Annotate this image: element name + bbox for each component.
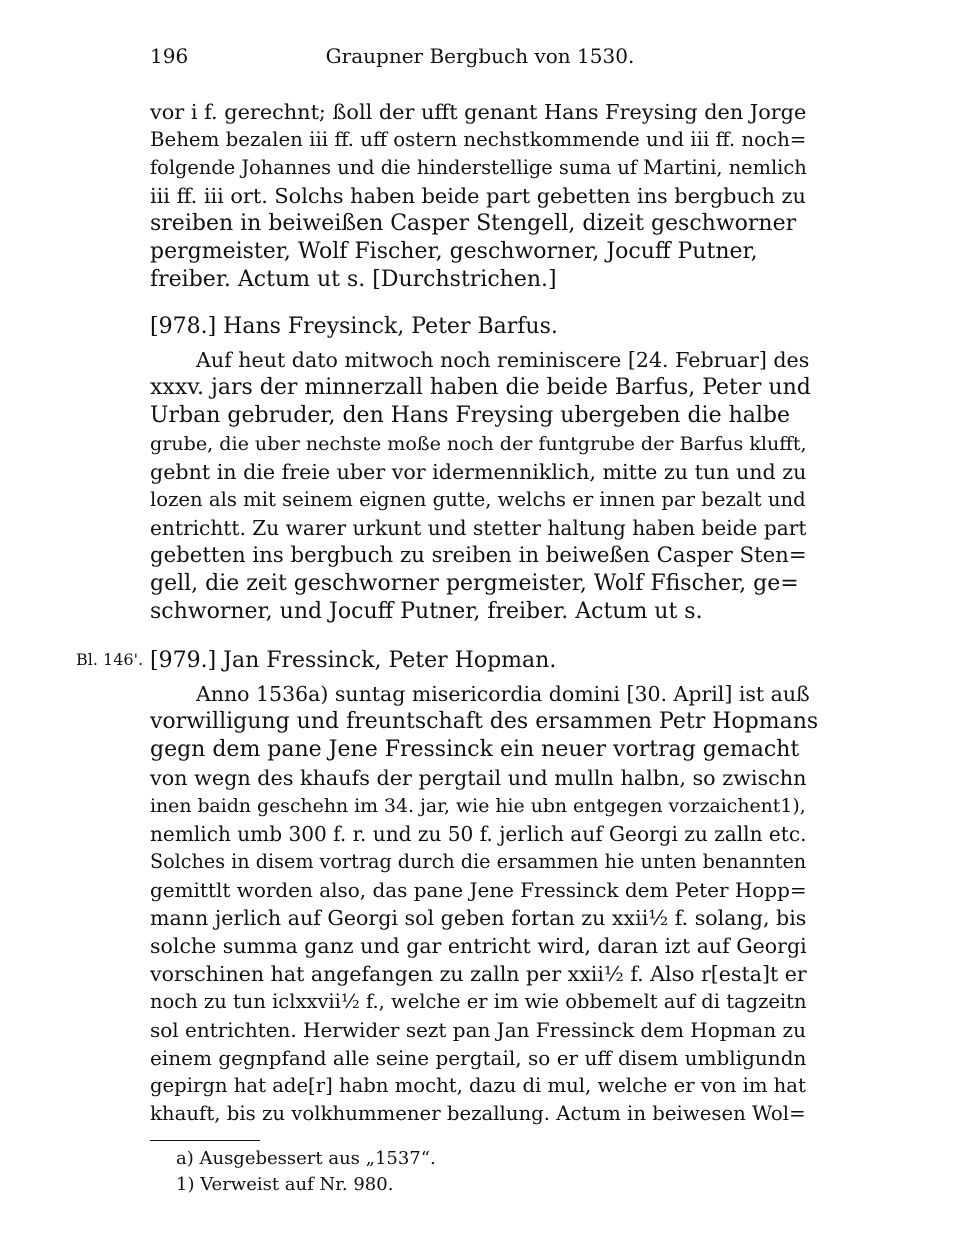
entry-978-body xyxy=(150,346,820,626)
text-line: noch zu tun iclxxvii½ f., welche er im wie obbemelt auf di tagzeitn xyxy=(150,990,807,1013)
footnote: a) Ausgebessert aus „1537“. xyxy=(176,1148,436,1169)
running-title: Graupner Bergbuch von 1530. xyxy=(325,44,635,68)
footnotes xyxy=(176,1146,436,1198)
text-line: gebetten ins bergbuch zu sreiben in beiweßen Casper Sten= xyxy=(150,543,807,568)
text-line: vorwilligung und freuntschaft des ersammen Petr Hopmans xyxy=(150,709,819,734)
text-line: sol entrichten. Herwider sezt pan Jan Fressinck dem Hopman zu xyxy=(150,1018,806,1042)
text-line: vor i f. gerechnt; ßoll der ufft genant Hans Freysing den Jorge xyxy=(150,100,807,124)
folio-margin-note: Bl. 146'. xyxy=(76,650,144,669)
text-line: pergmeister, Wolf Fischer, geschworner, Jocuff Putner, xyxy=(150,239,758,264)
page-number: 196 xyxy=(150,44,189,68)
text-line: freiber. Actum ut s. [Durchstrichen.] xyxy=(150,267,557,292)
text-line: solche summa ganz und gar entricht wird, daran izt auf Georgi xyxy=(150,934,807,958)
entry-979-body xyxy=(150,680,820,1128)
text-line: nemlich umb 300 f. r. und zu 50 f. jerlich auf Georgi zu zalln etc. xyxy=(150,822,807,846)
text-line: gegn dem pane Jene Fressinck ein neuer vortrag gemacht xyxy=(150,737,800,762)
text-line: Anno 1536a) suntag misericordia domini [30. April] ist auß xyxy=(196,682,810,706)
text-line: gepirgn hat ade[r] habn mocht, dazu di mul, welche er von im hat xyxy=(150,1074,806,1097)
text-line: Urban gebruder, den Hans Freysing ubergeben die halbe xyxy=(150,403,791,428)
text-line: gemittlt worden also, das pane Jene Fressinck dem Peter Hopp= xyxy=(150,878,807,902)
text-line: von wegn des khaufs der pergtail und mulln halbn, so zwischn xyxy=(150,766,807,790)
text-line: gebnt in die freie uber vor idermenniklich, mitte zu tun und zu xyxy=(150,460,807,484)
text-line: folgende Johannes und die hinderstellige suma uf Martini, nemlich xyxy=(150,156,807,179)
footnote: 1) Verweist auf Nr. 980. xyxy=(176,1174,394,1195)
text-line: vorschinen hat angefangen zu zalln per xxii½ f. Also r[esta]t er xyxy=(150,962,807,986)
text-line: iii ff. iii ort. Solchs haben beide part gebetten ins bergbuch zu xyxy=(150,184,806,208)
text-line: xxxv. jars der minnerzall haben die beide Barfus, Peter und xyxy=(150,375,811,400)
text-line: Behem bezalen iii ff. uff ostern nechstkommende und iii ff. noch= xyxy=(150,128,807,151)
text-line: entrichtt. Zu warer urkunt und stetter haltung haben beide part xyxy=(150,516,807,540)
continuation-paragraph xyxy=(150,98,820,294)
entry-979-heading: [979.] Jan Fressinck, Peter Hopman. xyxy=(150,648,557,673)
entry-978-heading: [978.] Hans Freysinck, Peter Barfus. xyxy=(150,314,558,339)
text-line: Auf heut dato mitwoch noch reminiscere [24. Februar] des xyxy=(196,348,810,372)
text-line: khauft, bis zu volkhummener bezallung. Actum in beiwesen Wol= xyxy=(150,1102,806,1125)
text-line: schworner, und Jocuff Putner, freiber. Actum ut s. xyxy=(150,599,703,624)
page-header xyxy=(150,44,810,74)
text-line: einem gegnpfand alle seine pergtail, so er uff disem umbligundn xyxy=(150,1046,807,1070)
text-line: gell, die zeit geschworner pergmeister, Wolf Ffischer, ge= xyxy=(150,571,799,596)
text-line: sreiben in beiweißen Casper Stengell, dizeit geschworner xyxy=(150,211,797,236)
text-line: mann jerlich auf Georgi sol geben fortan zu xxii½ f. solang, bis xyxy=(150,906,807,930)
text-line: inen baidn geschehn im 34. jar, wie hie ubn entgegen vorzaichent1), xyxy=(150,795,806,817)
text-line: lozen als mit seinem eignen gutte, welchs er innen par bezalt und xyxy=(150,488,806,511)
footnote-divider xyxy=(150,1140,260,1141)
text-line: grube, die uber nechste moße noch der funtgrube der Barfus klufft, xyxy=(150,433,807,455)
text-line: Solches in disem vortrag durch die ersammen hie unten benannten xyxy=(150,850,807,873)
